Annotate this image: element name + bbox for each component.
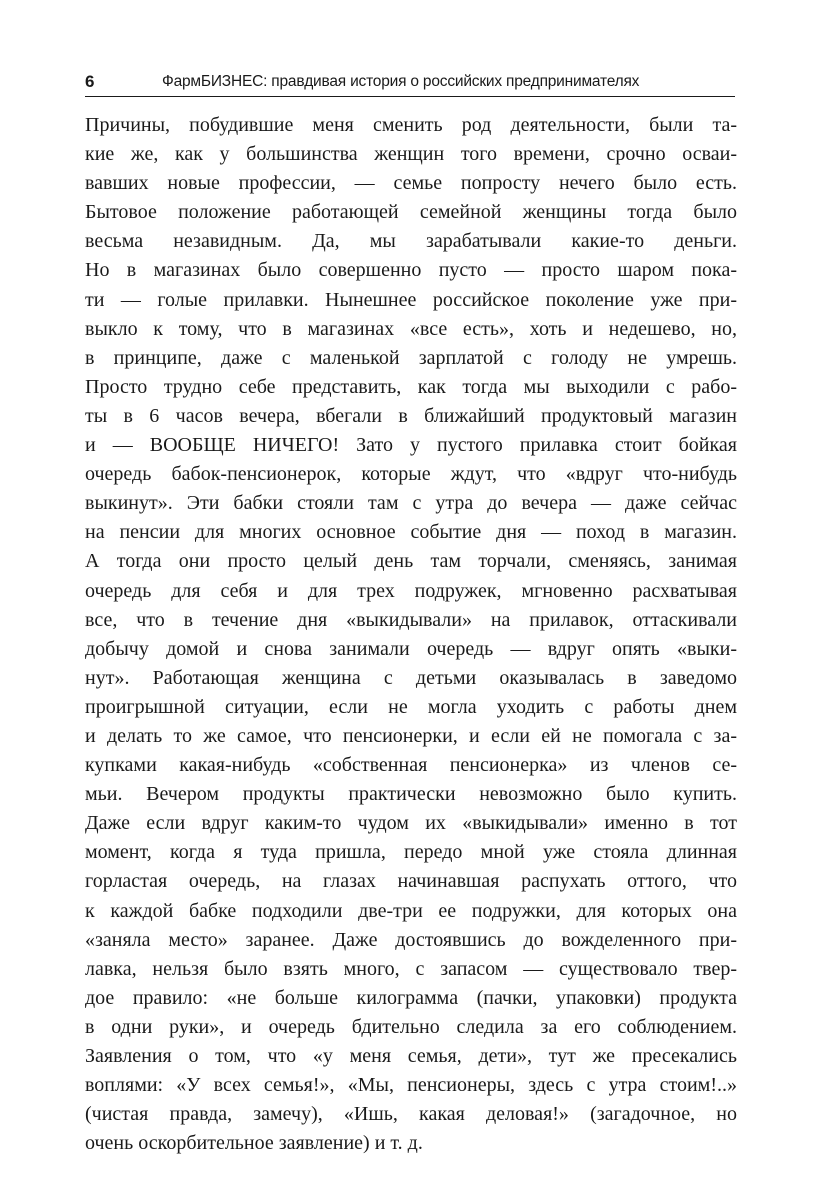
text-line: горластая очередь, на глазах начинавшая распухать оттого, что: [85, 870, 737, 893]
text-line: нут». Работающая женщина с детьми оказывалась в заведомо: [85, 666, 737, 689]
text-line: лавка, нельзя было взять много, с запасом — существовало твер-: [85, 957, 737, 980]
text-line: весьма незавидным. Да, мы зарабатывали какие-то деньги.: [85, 230, 737, 253]
text-line: в одни руки», и очередь бдительно следила за его соблюдением.: [85, 1015, 737, 1038]
text-line: очередь для себя и для трех подружек, мгновенно расхватывая: [85, 579, 737, 602]
text-line: (чистая правда, замечу), «Ишь, какая деловая!» (загадочное, но: [85, 1103, 737, 1126]
text-line: на пенсии для многих основное событие дня — поход в магазин.: [85, 521, 737, 544]
text-line: Просто трудно себе представить, как тогда мы выходили с рабо-: [85, 375, 737, 398]
text-line: Причины, побудившие меня сменить род деятельности, были та-: [85, 114, 737, 136]
text-line: очередь бабок-пенсионерок, которые ждут, что «вдруг что-нибудь: [85, 463, 737, 486]
text-line: «заняла место» заранее. Даже достоявшись до вожделенного при-: [85, 928, 737, 951]
text-line: проигрышной ситуации, если не могла уходить с работы днем: [85, 695, 737, 718]
text-line: ти — голые прилавки. Нынешнее российское поколение уже при-: [85, 288, 737, 311]
text-line: выкинут». Эти бабки стояли там с утра до вечера — даже сейчас: [85, 492, 737, 515]
text-line: дое правило: «не больше килограмма (пачки, упаковки) продукта: [85, 986, 737, 1009]
text-line: в принципе, даже с маленькой зарплатой с голоду не умрешь.: [85, 346, 737, 369]
text-line: добычу домой и снова занимали очередь — вдруг опять «выки-: [85, 637, 737, 660]
running-title: ФармБИЗНЕС: правдивая история о российских предпринимателях: [162, 73, 640, 90]
text-line: воплями: «У всех семья!», «Мы, пенсионеры, здесь с утра стоим!..»: [85, 1074, 737, 1097]
text-line: А тогда они просто целый день там торчали, сменяясь, занимая: [85, 550, 737, 573]
page-header: [85, 70, 735, 97]
text-line: все, что в течение дня «выкидывали» на прилавок, оттаскивали: [85, 608, 737, 631]
text-line: вавших новые профессии, — семье попросту нечего было есть.: [85, 172, 737, 195]
text-line: выкло к тому, что в магазинах «все есть», хоть и недешево, но,: [85, 317, 737, 340]
text-line: мьи. Вечером продукты практически невозможно было купить.: [85, 783, 737, 806]
text-line: кие же, как у большинства женщин того времени, срочно осваи-: [85, 143, 737, 166]
text-line: Бытовое положение работающей семейной женщины тогда было: [85, 201, 737, 224]
body-text: [85, 111, 737, 1158]
text-line: Заявления о том, что «у меня семья, дети», тут же пресекались: [85, 1045, 737, 1067]
page-number: 6: [85, 72, 95, 91]
text-line: к каждой бабке подходили две-три ее подружки, для которых она: [85, 899, 737, 922]
text-line: Даже если вдруг каким-то чудом их «выкидывали» именно в тот: [85, 812, 737, 835]
text-line: очень оскорбительное заявление) и т. д.: [85, 1132, 423, 1155]
text-line: и делать то же самое, что пенсионерки, и если ей не помогала с за-: [85, 724, 737, 747]
text-line: момент, когда я туда пришла, передо мной уже стояла длинная: [85, 841, 737, 864]
text-line: купками какая-нибудь «собственная пенсионерка» из членов се-: [85, 754, 737, 777]
text-line: ты в 6 часов вечера, вбегали в ближайший продуктовый магазин: [85, 404, 737, 427]
text-line: и — ВООБЩЕ НИЧЕГО! Зато у пустого прилавка стоит бойкая: [85, 434, 737, 457]
text-line: Но в магазинах было совершенно пусто — просто шаром пока-: [85, 259, 737, 282]
